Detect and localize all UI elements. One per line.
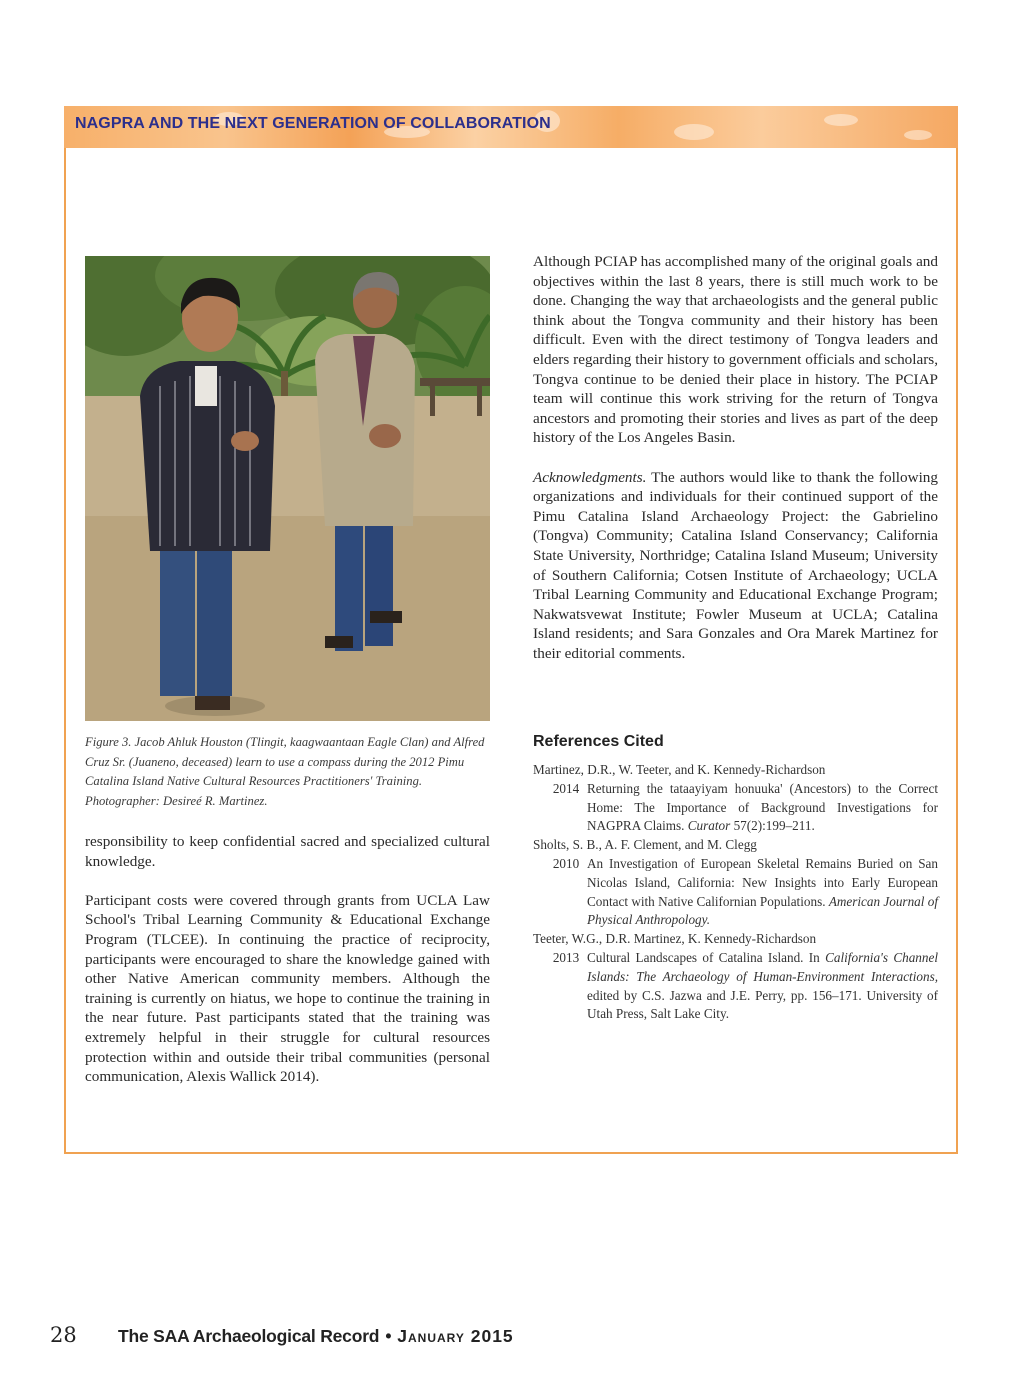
- publication-footer: [118, 1326, 514, 1347]
- reference-authors: Sholts, S. B., A. F. Clement, and M. Clegg: [533, 837, 757, 853]
- acknowledgments-lead: Acknowledgments.: [533, 468, 647, 486]
- section-title: NAGPRA AND THE NEXT GENERATION OF COLLABORATION: [75, 115, 551, 132]
- issue-date: January 2015: [397, 1326, 514, 1346]
- section-banner: [64, 106, 958, 148]
- reference-text: An Investigation of European Skeletal Remains Buried on San Nicolas Island, California: New Insights into Early European Contact with Native Californian Populations. American Journal of Physical Anthropology.: [587, 855, 938, 928]
- reference-text: Cultural Landscapes of Catalina Island. In California's Channel Islands: The Archaeology of Human-Environment Interactions, edited by C.S. Jazwa and J.E. Perry, pp. 156–171. University of Utah Press, Salt Lake City.: [587, 949, 939, 1022]
- acknowledgments-paragraph: [533, 468, 938, 664]
- left-column: [85, 832, 490, 1106]
- right-column: [533, 252, 938, 683]
- body-paragraph: responsibility to keep confidential sacred and specialized cultural knowledge.: [85, 833, 490, 870]
- references-list: [533, 761, 938, 1024]
- reference-item: [533, 930, 938, 1024]
- reference-authors: Martinez, D.R., W. Teeter, and K. Kennedy-Richardson: [533, 762, 826, 777]
- body-paragraph: Participant costs were covered through grants from UCLA Law School's Tribal Learning Community & Educational Exchange Program (TLCEE). In continuing the practice of reciprocity, participants were encouraged to share the knowledge gained with other Native American community members. Although the training is currently on hiatus, we hope to continue the training in the near future. Past participants stated that the training was extremely helpful in their struggle for cultural resources protection within and outside their tribal communities (personal communication, Alexis Wallick 2014).: [85, 891, 490, 1086]
- references-heading: References Cited: [533, 733, 664, 750]
- reference-item: [533, 836, 938, 930]
- body-paragraph: Although PCIAP has accomplished many of the original goals and objectives within the last 8 years, there is still much work to be done. Changing the way that archaeologists and the general public think about the Tongva community and their history has been difficult. Even with the direct testimony of Tongva leaders and elders regarding their history to government officials and scholars, Tongva continue to be denied their place in history. The PCIAP team will continue this work striving for the return of Tongva ancestors and promoting their stories and lives as part of the deep history of the Los Angeles Basin.: [533, 253, 938, 447]
- acknowledgments-text: The authors would like to thank the following organizations and individuals for their continued support of the Pimu Catalina Island Archaeology Project: the Gabrielino (Tongva) Community; Catalina Island Conservancy; California State University, Northridge; Catalina Island Museum; University of Southern California; Cotsen Institute of Archaeology; UCLA Tribal Learning Community and Educational Exchange Program; Nakwatsvewat Institute; Fowler Museum at UCLA; Catalina Island residents; and Sara Gonzales and Ora Marek Martinez for their editorial comments.: [533, 468, 938, 662]
- publication-title: The SAA Archaeological Record: [118, 1326, 380, 1346]
- footer-bullet: •: [385, 1326, 392, 1346]
- reference-year: 2014: [552, 780, 580, 796]
- reference-year: 2013: [552, 949, 580, 965]
- reference-text: Returning the tataayiyam honuuka' (Ancestors) to the Correct Home: The Importance of Background Investigations for NAGPRA Claims. Curator 57(2):199–211.: [587, 780, 938, 834]
- reference-year: 2010: [552, 855, 580, 871]
- reference-item: [533, 761, 938, 836]
- page-number: 28: [50, 1323, 77, 1347]
- figure-photo: [85, 256, 490, 721]
- figure-caption: Figure 3. Jacob Ahluk Houston (Tlingit, kaagwaantaan Eagle Clan) and Alfred Cruz Sr. (Juaneno, deceased) learn to use a compass during the 2012 Pimu Catalina Island Native Cultural Resources Practitioners' Training. Photographer: Desireé R. Martinez.: [85, 735, 485, 808]
- reference-authors: Teeter, W.G., D.R. Martinez, K. Kennedy-Richardson: [533, 931, 817, 947]
